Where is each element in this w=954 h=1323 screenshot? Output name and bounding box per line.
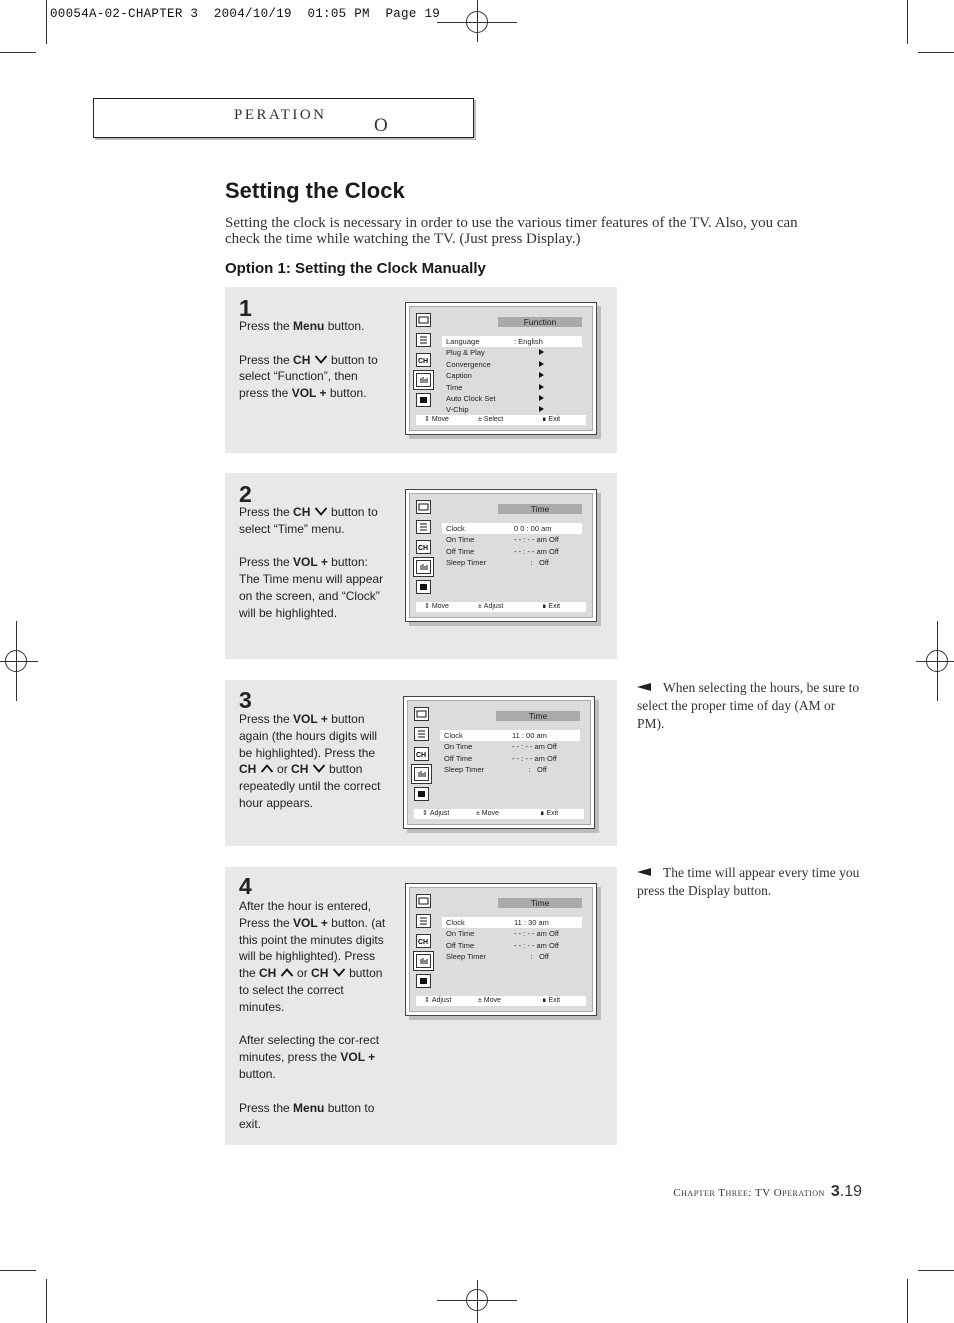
menu-title: Time — [496, 711, 580, 721]
step-instructions: Press the VOL + button again (the hours digits will be highlighted). Press the CH or CH button repeatedly until the correct hour appears. — [239, 712, 381, 810]
menu-title: Time — [498, 898, 582, 908]
chevron-down-icon — [332, 967, 346, 978]
input-icon — [414, 787, 429, 801]
menu-row: Off Time - - : - - am Off — [446, 546, 559, 556]
menu-title: Function — [498, 317, 582, 327]
menu-row: Clock 11 : 30 am — [442, 917, 582, 928]
input-icon — [416, 393, 431, 407]
chevron-down-icon — [314, 506, 328, 517]
sound-icon — [416, 914, 431, 928]
step-number: 4 — [239, 873, 252, 899]
sound-icon — [416, 333, 431, 347]
picture-icon — [414, 707, 429, 721]
menu-row: Plug & Play — [442, 347, 582, 358]
pointer-arrow-icon — [637, 868, 651, 876]
menu-row: Language : English — [442, 336, 582, 347]
arrow-right-icon — [539, 372, 544, 378]
step-2-panel — [225, 473, 617, 659]
picture-icon — [416, 313, 431, 327]
step-1-panel — [225, 287, 617, 453]
channel-icon — [416, 934, 431, 948]
function-icon — [416, 560, 431, 574]
picture-icon — [416, 500, 431, 514]
input-icon — [416, 580, 431, 594]
page-chapter-number: 3 — [830, 1183, 840, 1200]
svg-text:CH: CH — [418, 358, 429, 365]
menu-rows — [442, 336, 582, 416]
sound-icon — [414, 727, 429, 741]
menu-row: On Time - - : - - am Off — [446, 929, 559, 939]
menu-row: Time — [442, 382, 582, 393]
menu-icon-column — [414, 707, 432, 807]
menu-row: Sleep Timer : Off — [444, 765, 547, 775]
svg-text:CH: CH — [418, 939, 429, 946]
crop-mark — [0, 1270, 36, 1271]
menu-row: Sleep Timer : Off — [446, 558, 549, 568]
input-icon — [416, 974, 431, 988]
picture-icon — [416, 894, 431, 908]
arrow-right-icon — [539, 361, 544, 367]
chevron-up-icon — [260, 763, 274, 774]
menu-rows — [442, 523, 582, 569]
crop-mark — [918, 1270, 954, 1271]
channel-icon — [416, 353, 431, 367]
menu-row: Off Time - - : - - am Off — [444, 753, 557, 763]
menu-row: V-Chip — [442, 404, 582, 415]
menu-icon-column — [416, 894, 434, 994]
menu-rows — [440, 730, 580, 776]
menu-footer: ⇕ Move ± Adjust ∎ Exit — [416, 602, 586, 612]
menu-row: Auto Clock Set — [442, 393, 582, 404]
chevron-up-icon — [280, 967, 294, 978]
page-title: Setting the Clock — [225, 178, 405, 203]
menu-title: Time — [498, 504, 582, 514]
chapter-label: Chapter Three: TV Operation — [673, 1187, 825, 1199]
crop-mark — [907, 1279, 908, 1323]
tv-menu-screen — [403, 696, 595, 829]
menu-footer: ⇕ Adjust ± Move ∎ Exit — [414, 809, 584, 819]
section-label: O PERATION — [234, 107, 391, 136]
step-instructions: Press the Menu button. Press the CH button to select “Function”, then press the VOL + button. — [239, 319, 378, 401]
step-number: 2 — [239, 481, 252, 507]
channel-icon — [416, 540, 431, 554]
menu-icon-column — [416, 500, 434, 600]
menu-row: Convergence — [442, 359, 582, 370]
arrow-right-icon — [539, 349, 544, 355]
crop-mark — [46, 1279, 47, 1323]
crop-mark — [907, 0, 908, 44]
chevron-down-icon — [314, 354, 328, 365]
step-instructions: Press the CH button to select “Time” menu. Press the VOL + button: The Time menu will appear on the screen, and “Clock” will be highlighted. — [239, 505, 384, 620]
menu-row: Clock 0 0 : 00 am — [442, 523, 582, 534]
function-icon — [416, 954, 431, 968]
menu-row: Caption — [442, 370, 582, 381]
tv-menu-screen — [405, 489, 597, 622]
arrow-right-icon — [539, 384, 544, 390]
crop-mark — [0, 52, 36, 53]
menu-row: Clock 11 : 00 am — [440, 730, 580, 741]
menu-icon-column — [416, 313, 434, 413]
menu-row: Sleep Timer : Off — [446, 952, 549, 962]
menu-row: Off Time - - : - - am Off — [446, 940, 559, 950]
svg-text:CH: CH — [418, 545, 429, 552]
pointer-arrow-icon — [637, 683, 651, 691]
step-4-panel — [225, 867, 617, 1145]
svg-text:CH: CH — [416, 752, 427, 759]
step-instructions: After the hour is entered, Press the VOL + button. (at this point the minutes digits will be highlighted). Press the CH or CH button to select the correct minutes. After selecting the cor-rect minutes, press the VOL + button. Press the Menu button to exit. — [239, 899, 386, 1132]
arrow-right-icon — [539, 406, 544, 412]
channel-icon — [414, 747, 429, 761]
function-icon — [414, 767, 429, 781]
step-number: 1 — [239, 295, 252, 321]
page-number: .19 — [839, 1183, 862, 1200]
side-note: The time will appear every time you press the Display button. — [637, 865, 860, 898]
tv-menu-screen — [405, 302, 597, 435]
menu-footer: ⇕ Adjust ± Move ∎ Exit — [416, 996, 586, 1006]
menu-row: On Time - - : - - am Off — [444, 742, 557, 752]
crop-mark — [46, 0, 47, 44]
subtitle: Option 1: Setting the Clock Manually — [225, 260, 486, 277]
step-number: 3 — [239, 687, 252, 713]
side-note: When selecting the hours, be sure to select the proper time of day (AM or PM). — [637, 680, 860, 731]
menu-footer: ⇕ Move ± Select ∎ Exit — [416, 415, 586, 425]
print-slug: 00054A-02-CHAPTER 3 2004/10/19 01:05 PM Page 19 — [50, 7, 441, 21]
menu-row: On Time - - : - - am Off — [446, 535, 559, 545]
tv-menu-screen — [405, 883, 597, 1016]
arrow-right-icon — [539, 395, 544, 401]
intro-paragraph: Setting the clock is necessary in order to use the various timer features of the TV. Also, you can check the time while watching the TV. (Just press Display.) — [225, 215, 798, 247]
menu-rows — [442, 917, 582, 963]
chevron-down-icon — [312, 763, 326, 774]
sound-icon — [416, 520, 431, 534]
crop-mark — [918, 52, 954, 53]
section-tab — [93, 98, 474, 138]
function-icon — [416, 373, 431, 387]
page-footer — [673, 1183, 862, 1201]
step-3-panel — [225, 680, 617, 846]
